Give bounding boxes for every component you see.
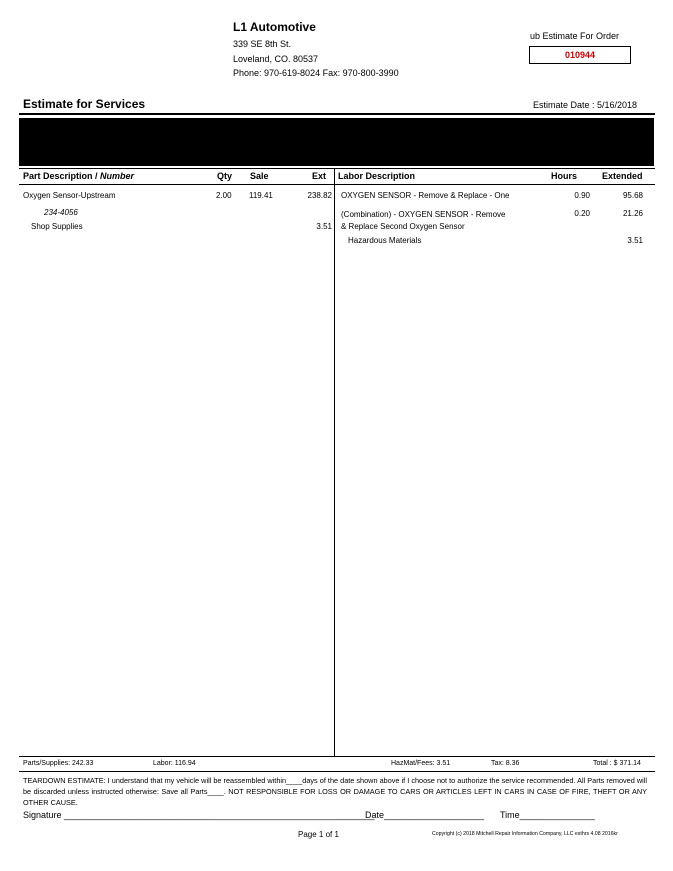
time-line: Time_______________ <box>500 810 595 820</box>
part-row-1-sale: 119.41 <box>249 191 273 200</box>
parts-header-qty: Qty <box>217 171 233 181</box>
page-title: Estimate for Services <box>23 97 146 111</box>
part-row-2-ext: 3.51 <box>316 222 332 231</box>
totals-top-rule <box>19 756 655 757</box>
labor-header-description: Labor Description <box>338 171 416 181</box>
labor-header-extended: Extended <box>602 171 643 181</box>
header-top-rule <box>19 168 655 169</box>
labor-row-2-extended: 21.26 <box>622 209 643 218</box>
order-number: 010944 <box>529 46 631 64</box>
parts-header-description: Part Description / Number <box>23 171 135 181</box>
total-tax: Tax: 8.36 <box>491 760 520 767</box>
labor-header-hours: Hours <box>551 171 578 181</box>
total-hazmat: HazMat/Fees: 3.51 <box>391 760 451 767</box>
copyright: Copyright (c) 2018 Mitchell Repair Information Company, LLC esthrs 4.08 2016kr <box>432 831 618 837</box>
teardown-disclaimer: TEARDOWN ESTIMATE: I understand that my vehicle will be reassembled within____days of the date shown above if I choose not to authorize the service recommended. All Parts removed will be discarded unless instructed otherwise: Save all Parts____. NOT RESPONSIBLE FOR LOSS OR DAMAGE TO CARS OR ARTICLES LEFT IN CARS IN CASE OF FIRE, THEFT OR ANY OTHER CAUSE. <box>23 776 647 807</box>
redacted-block <box>19 118 654 166</box>
total-labor: Labor: 116.94 <box>153 760 196 767</box>
company-street: 339 SE 8th St. <box>233 39 292 49</box>
labor-row-2-hours: 0.20 <box>574 209 590 218</box>
totals-bottom-rule <box>19 771 655 772</box>
company-phone: Phone: 970-619-8024 Fax: 970-800-3990 <box>233 68 399 78</box>
part-row-1-ext: 238.82 <box>307 191 332 200</box>
page-number: Page 1 of 1 <box>298 830 339 839</box>
company-city: Loveland, CO. 80537 <box>233 54 319 64</box>
labor-row-1-hours: 0.90 <box>574 191 590 200</box>
order-label: ub Estimate For Order <box>530 31 620 41</box>
header-bottom-rule <box>19 184 655 185</box>
parts-header-sale: Sale <box>250 171 269 181</box>
labor-row-2-description-line1: (Combination) - OXYGEN SENSOR - Remove <box>341 210 506 219</box>
title-divider <box>19 113 655 115</box>
signature-line: Signature ______________________________________________________________ <box>23 810 375 820</box>
labor-row-3-description: Hazardous Materials <box>348 236 422 245</box>
labor-row-1-extended: 95.68 <box>622 191 643 200</box>
total-parts: Parts/Supplies: 242.33 <box>23 760 94 767</box>
labor-row-3-extended: 3.51 <box>627 236 643 245</box>
labor-row-2-description-line2: & Replace Second Oxygen Sensor <box>341 222 465 231</box>
column-divider <box>334 168 335 756</box>
grand-total: Total : $ 371.14 <box>593 760 641 767</box>
company-name: L1 Automotive <box>233 20 316 34</box>
part-row-1-number: 234-4056 <box>44 208 78 217</box>
labor-row-1-description: OXYGEN SENSOR - Remove & Replace - One <box>341 191 510 200</box>
part-row-2-description: Shop Supplies <box>31 222 83 231</box>
part-row-1-qty: 2.00 <box>216 191 232 200</box>
parts-header-ext: Ext <box>312 171 327 181</box>
date-line: Date____________________ <box>365 810 485 820</box>
estimate-date: Estimate Date : 5/16/2018 <box>533 100 638 110</box>
part-row-1-description: Oxygen Sensor-Upstream <box>23 191 116 200</box>
